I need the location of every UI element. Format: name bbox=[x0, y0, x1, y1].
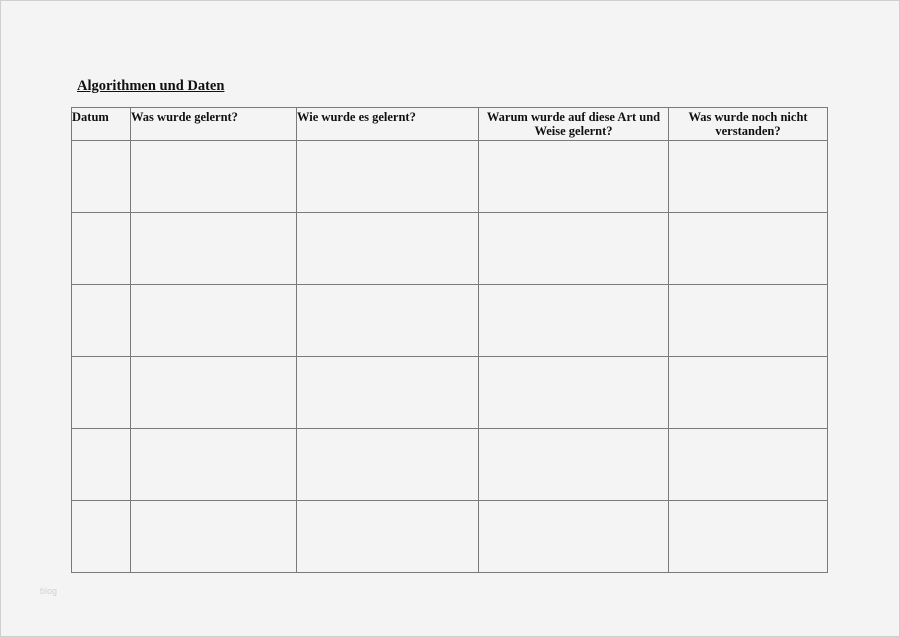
table-cell bbox=[669, 141, 828, 213]
column-header-was-gelernt: Was wurde gelernt? bbox=[131, 108, 297, 141]
table-cell bbox=[479, 501, 669, 573]
table-cell bbox=[131, 213, 297, 285]
table-row bbox=[72, 141, 828, 213]
page-title: Algorithmen und Daten bbox=[77, 78, 225, 94]
table-cell bbox=[131, 141, 297, 213]
table-cell bbox=[479, 357, 669, 429]
table-row bbox=[72, 429, 828, 501]
table-row bbox=[72, 501, 828, 573]
table-cell bbox=[669, 429, 828, 501]
column-header-wie-gelernt: Wie wurde es gelernt? bbox=[297, 108, 479, 141]
table-cell bbox=[669, 285, 828, 357]
table-header-row bbox=[72, 108, 828, 141]
table-cell bbox=[131, 357, 297, 429]
table-cell bbox=[131, 285, 297, 357]
table-cell bbox=[72, 429, 131, 501]
table-cell bbox=[297, 357, 479, 429]
table-row bbox=[72, 213, 828, 285]
table-cell bbox=[479, 429, 669, 501]
table-cell bbox=[297, 501, 479, 573]
column-header-datum: Datum bbox=[72, 108, 131, 141]
table-cell bbox=[297, 141, 479, 213]
table-cell bbox=[72, 357, 131, 429]
table-cell bbox=[669, 213, 828, 285]
learning-log-table bbox=[71, 107, 828, 573]
table-cell bbox=[297, 213, 479, 285]
column-header-nicht-verstanden: Was wurde noch nicht verstanden? bbox=[669, 108, 828, 141]
table-body bbox=[72, 141, 828, 573]
table-cell bbox=[297, 285, 479, 357]
column-header-warum-gelernt: Warum wurde auf diese Art und Weise gelernt? bbox=[479, 108, 669, 141]
table-cell bbox=[297, 429, 479, 501]
table-cell bbox=[72, 213, 131, 285]
table-cell bbox=[72, 501, 131, 573]
table-cell bbox=[479, 285, 669, 357]
table-cell bbox=[669, 501, 828, 573]
table-cell bbox=[479, 213, 669, 285]
watermark: blog bbox=[40, 586, 58, 596]
table-cell bbox=[131, 429, 297, 501]
table-cell bbox=[479, 141, 669, 213]
table-cell bbox=[669, 357, 828, 429]
table-cell bbox=[72, 141, 131, 213]
table-row bbox=[72, 285, 828, 357]
table-cell bbox=[72, 285, 131, 357]
table-row bbox=[72, 357, 828, 429]
table-cell bbox=[131, 501, 297, 573]
